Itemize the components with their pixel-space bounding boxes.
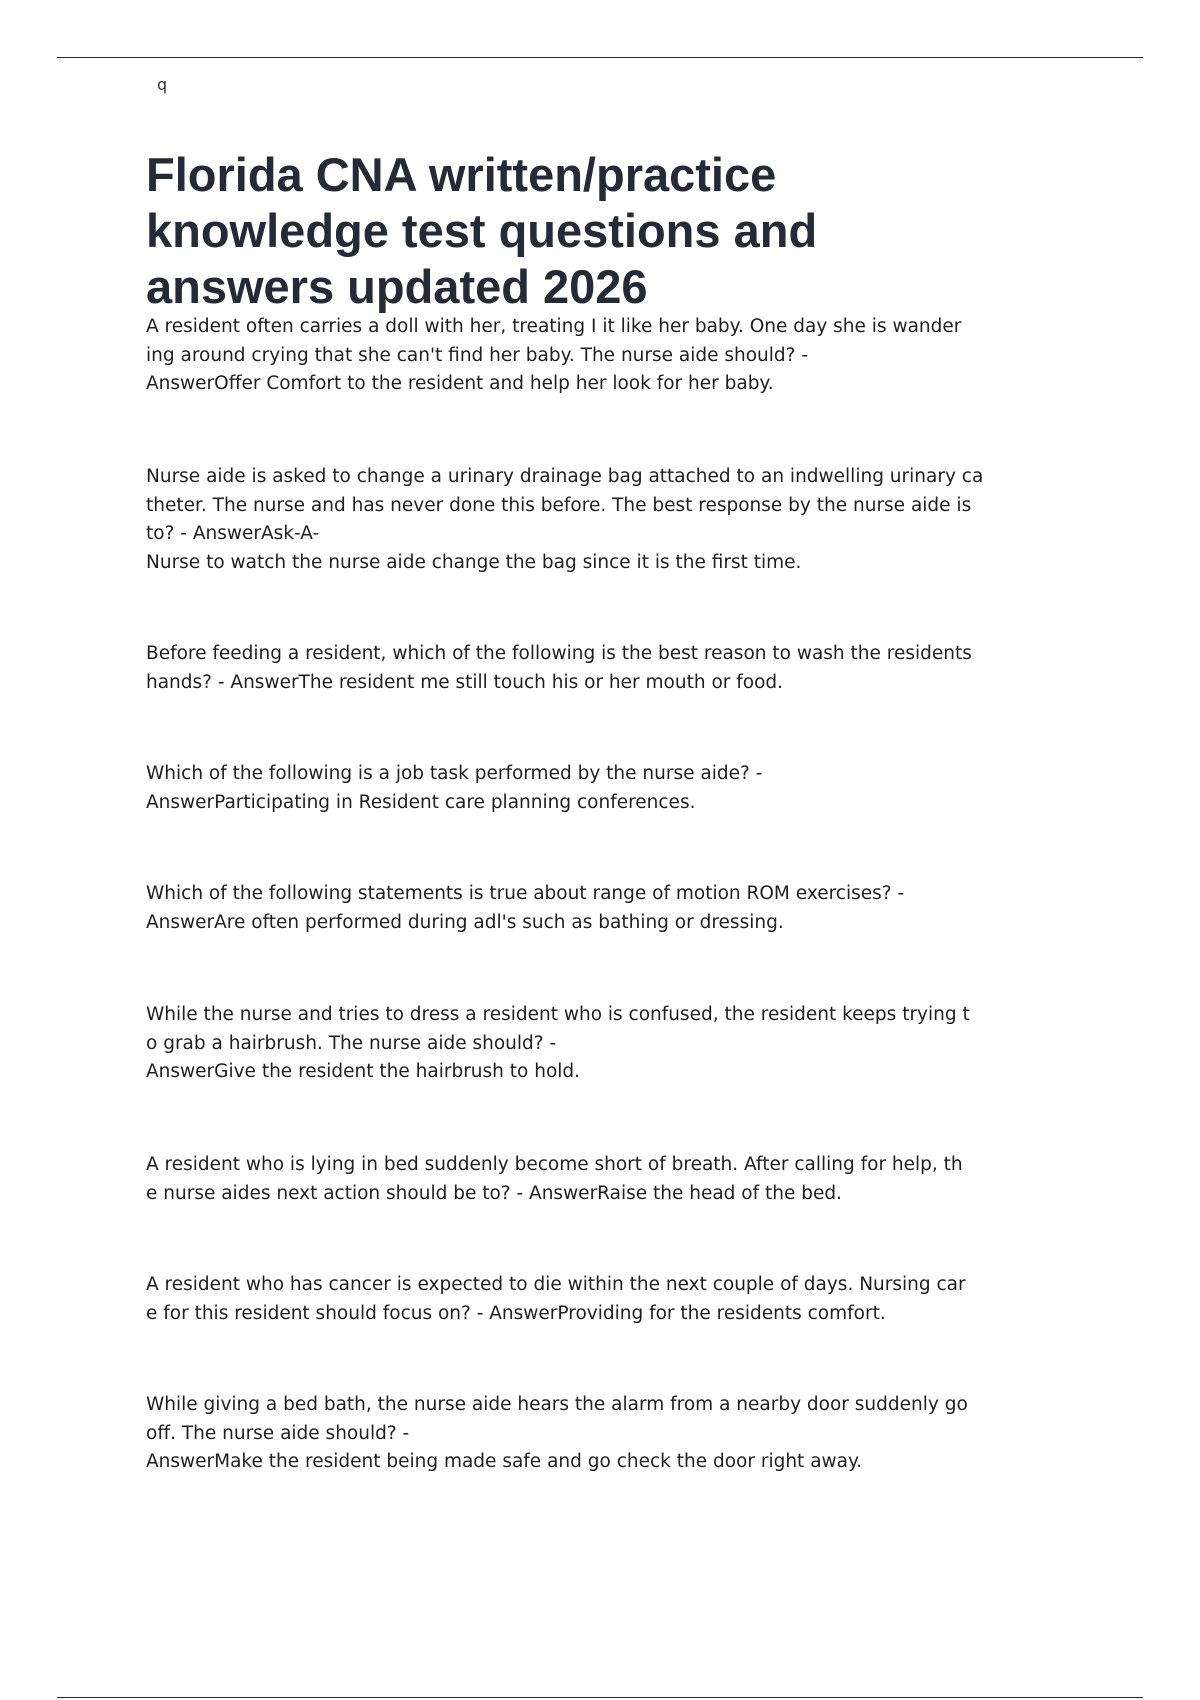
bottom-rule (57, 1697, 1143, 1698)
qa-item-7: A resident who is lying in bed suddenly become short of breath. After calling for help, th e nurse aides next action should be to? - AnswerRaise the head of the bed. (146, 1154, 963, 1204)
top-rule (57, 57, 1143, 58)
qa-item-2: Nurse aide is asked to change a urinary drainage bag attached to an indwelling urinary ca theter. The nurse and has never done this before. The best response by the nurse aide is to? - AnswerAsk-A- Nurse to watch the nurse aide change the bag since it is the first time. (146, 466, 984, 573)
qa-item-4: Which of the following is a job task performed by the nurse aide? - AnswerParticipating in Resident care planning conferences. (146, 763, 763, 813)
qa-item-3: Before feeding a resident, which of the following is the best reason to wash the residents hands? - AnswerThe resident me still touch his or her mouth or food. (146, 643, 972, 693)
page-marker: q (157, 75, 168, 94)
qa-item-6: While the nurse and tries to dress a resident who is confused, the resident keeps trying t o grab a hairbrush. The nurse aide should? - AnswerGive the resident the hairbrush to hold. (146, 1004, 970, 1082)
qa-item-9: While giving a bed bath, the nurse aide hears the alarm from a nearby door suddenly go off. The nurse aide should? - AnswerMake the resident being made safe and go check the door right away. (146, 1394, 968, 1472)
qa-item-5: Which of the following statements is true about range of motion ROM exercises? - AnswerAre often performed during adl's such as bathing or dressing. (146, 883, 905, 933)
qa-item-8: A resident who has cancer is expected to die within the next couple of days. Nursing car e for this resident should focus on? - AnswerProviding for the residents comfort. (146, 1274, 966, 1324)
document-title: Florida CNA written/practice knowledge test questions and answers updated 2026 (146, 148, 818, 313)
qa-item-1: A resident often carries a doll with her, treating I it like her baby. One day she is wander ing around crying that she can't find her baby. The nurse aide should? - AnswerOffer Comfort to the resident and help her look for her baby. (146, 316, 962, 394)
